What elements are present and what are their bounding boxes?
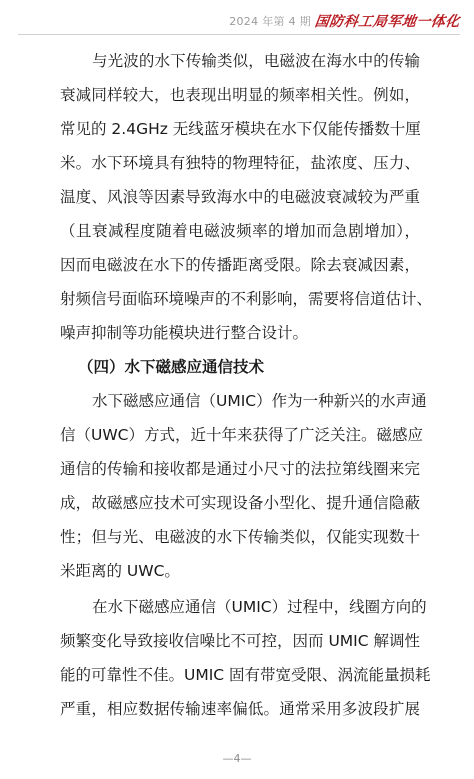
paragraph-line: 水下磁感应通信（UMIC）作为一种新兴的水声通: [92, 392, 427, 410]
page-header: [0, 10, 460, 32]
paragraph-line: 通信的传输和接收都是通过小尺寸的法拉第线圈来完: [60, 460, 420, 478]
paragraph-line: 信（UWC）方式，近十年来获得了广泛关注。磁感应: [60, 426, 423, 444]
paragraph-line: 温度、风浪等因素导致海水中的电磁波衰减较为严重: [60, 188, 420, 206]
paragraph-line: 与光波的水下传输类似，电磁波在海水中的传输: [92, 52, 420, 70]
paragraph-line: 常见的 2.4GHz 无线蓝牙模块在水下仅能传播数十厘: [60, 120, 421, 138]
paragraph-line: 射频信号面临环境噪声的不利影响，需要将信道估计、: [60, 290, 433, 308]
header-divider: [18, 34, 460, 35]
paragraph-line: 性；但与光、电磁波的水下传输类似，仅能实现数十: [60, 528, 420, 546]
issue-label: 2024 年第 4 期: [229, 15, 311, 28]
paragraph-line: 频繁变化导致接收信噪比不可控，因而 UMIC 解调性: [60, 632, 420, 650]
section-heading: （四）水下磁感应通信技术: [78, 358, 265, 376]
paragraph-line: 米距离的 UWC。: [60, 562, 180, 580]
logo-text: 国防科工局军地一体化: [313, 14, 461, 30]
page-number: —4—: [222, 752, 252, 765]
page-footer: [0, 752, 474, 765]
paragraph-line: 噪声抑制等功能模块进行整合设计。: [60, 324, 309, 342]
paragraph-line: 能的可靠性不佳。UMIC 固有带宽受限、涡流能量损耗: [60, 666, 431, 684]
paragraph-line: 在水下磁感应通信（UMIC）过程中，线圈方向的: [92, 598, 427, 616]
paragraph-line: 严重，相应数据传输速率偏低。通常采用多波段扩展: [60, 700, 420, 718]
publication-logo: [314, 11, 462, 31]
paragraph-line: 米。水下环境具有独特的物理特征，盐浓度、压力、: [60, 154, 420, 172]
paragraph-line: （且衰减程度随着电磁波频率的增加而急剧增加），: [60, 222, 420, 240]
paragraph-line: 成，故磁感应技术可实现设备小型化、提升通信隐蔽: [60, 494, 420, 512]
paragraph-line: 因而电磁波在水下的传播距离受限。除去衰减因素，: [60, 256, 420, 274]
paragraph-line: 衰减同样较大，也表现出明显的频率相关性。例如，: [60, 86, 420, 104]
